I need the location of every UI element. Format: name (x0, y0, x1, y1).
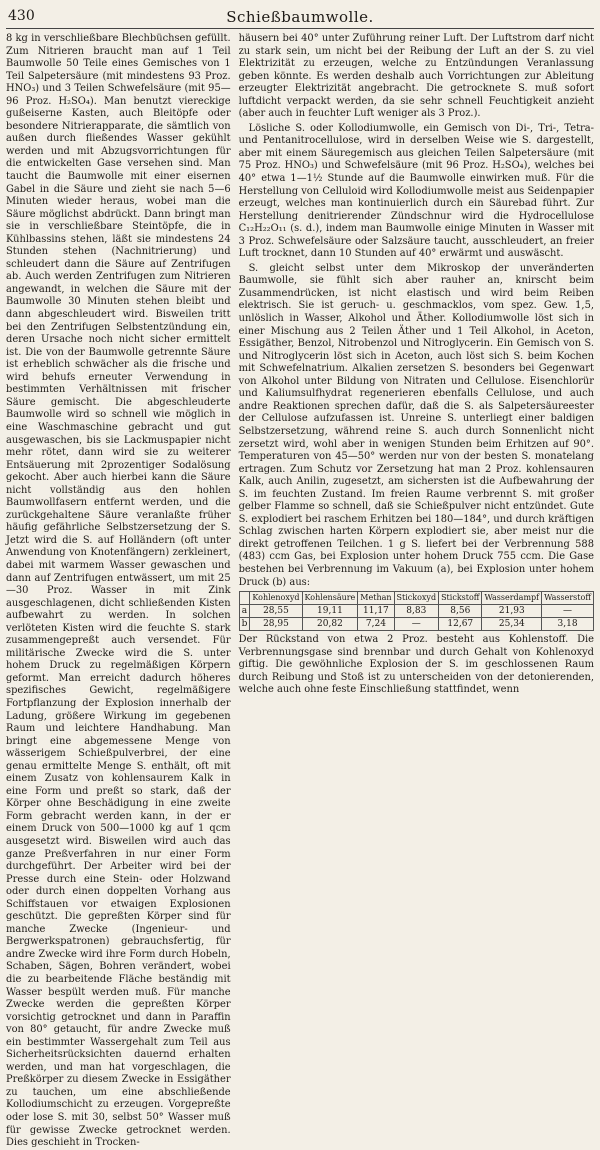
table-cell: 11,17 (358, 605, 394, 618)
paragraph: S. gleicht selbst unter dem Mikroskop der unveränderten Baumwolle, sie fühlt sich aber rauher an, knirscht beim Zusammendrücken, ist nicht elastisch und wird beim Reiben elektrisch. Sie ist geruch- u. geschmacklos, vom spez. Gew. 1,5, unlöslich in Wasser, Alkohol und Äther. Kollodiumwolle löst sich in einer Mischung aus 2 Teilen Äther und 1 Teil Alkohol, in Aceton, Essigäther, Benzol, Nitrobenzol und Nitroglycerin. Ein Gemisch von S. und Nitroglycerin löst sich in Aceton, auch löst sich S. beim Kochen mit Schwefelnatrium. Alkalien zersetzen S. besonders bei Gegenwart von Alkohol unter Bildung von Nitraten und Cellulose. Eisenchlorür und Kaliumsulfhydrat regenerieren ebenfalls Cellulose, und auch andre Reaktionen sprechen dafür, daß die S. als Salpetersäureester der Cellulose aufzufassen ist. Unreine S. unterliegt einer baldigen Selbstzersetzung, während reine S. auch durch Sonnenlicht nicht zersetzt wird, wohl aber in wenigen Stunden beim Erhitzen auf 90°. Temperaturen von 45—50° werden nur von der besten S. monatelang ertragen. Zum Schutz vor Zersetzung hat man 2 Proz. kohlensauren Kalk, auch Anilin, zugesetzt, am sichersten ist die Aufbewahrung der S. im feuchten Zustand. Im freien Raume verbrennt S. mit großer gelber Flamme so schnell, daß sie Schießpulver nicht entzündet. Gute S. explodiert bei raschem Erhitzen bei 180—184°, und durch kräftigen Schlag zwischen harten Körpern explodiert sie, aber meist nur die direkt getroffenen Teilchen. 1 g S. liefert bei der Verbrennung 588 (483) ccm Gas, bei Explosion unter hohem Druck 755 ccm. Die Gase bestehen bei Verbrennung im Vakuum (a), bei Explosion unter hohem Druck (b) aus: (238, 262, 594, 588)
table-cell: 19,11 (302, 605, 358, 618)
gas-composition-table (239, 591, 594, 631)
table-header-cell (239, 592, 250, 605)
table-cell: a (239, 605, 250, 618)
table-header-cell: Kohlenoxyd (250, 592, 302, 605)
page-header (6, 6, 594, 29)
table-cell: 8,83 (394, 605, 439, 618)
table-header-cell: Wasserstoff (542, 592, 594, 605)
left-column (6, 33, 231, 1149)
table-header-cell: Wasserdampf (482, 592, 542, 605)
table-cell: 7,24 (358, 618, 394, 631)
table-header-cell: Stickstoff (439, 592, 482, 605)
table-row (239, 605, 593, 618)
table-cell: 20,82 (302, 618, 358, 631)
table-header-cell: Methan (358, 592, 394, 605)
running-title: Schießbaumwolle. (226, 8, 374, 26)
table-cell: 21,93 (482, 605, 542, 618)
paragraph: Der Rückstand von etwa 2 Proz. besteht aus Kohlenstoff. Die Verbrennungsgase sind brennbar und durch Gehalt von Kohlenoxyd giftig. Die gewöhnliche Explosion der S. im geschlossenen Raum durch Reibung und Stoß ist zu unterscheiden von der detonierenden, welche auch ohne feste Einschließung stattfindet, wenn (238, 634, 594, 696)
table-cell: 28,95 (250, 618, 302, 631)
page-number: 430 (8, 8, 35, 24)
table-cell: — (542, 605, 594, 618)
table-cell: 28,55 (250, 605, 302, 618)
table-row (239, 618, 593, 631)
table-cell: — (394, 618, 439, 631)
table-cell: 12,67 (439, 618, 482, 631)
table-header-cell: Stickoxyd (394, 592, 439, 605)
paragraph: Lösliche S. oder Kollodiumwolle, ein Gemisch von Di-, Tri-, Tetra- und Pentanitrocellulose, wird in derselben Weise wie S. dargestellt, aber mit einem Säuregemisch aus gleichen Teilen Salpetersäure (mit 75 Proz. HNO₃) und Schwefelsäure (mit 96 Proz. H₂SO₄), welches bei 40° etwa 1—1½ Stunde auf die Baumwolle einwirken muß. Für die Herstellung von Celluloid wird Kollodiumwolle meist aus Seidenpapier erzeugt, welches man kontinuierlich durch ein Säurebad führt. Zur Herstellung denitrierender Zündschnur wird die Hydrocellulose C₁₂H₂₂O₁₁ (s. d.), indem man Baumwolle einige Minuten in Wasser mit 3 Proz. Schwefelsäure oder Salzsäure taucht, ausschleudert, an freier Luft trocknet, dann 10 Stunden auf 40° erwärmt und auswäscht. (238, 122, 594, 260)
text-columns (6, 33, 594, 1149)
table-cell: b (239, 618, 250, 631)
right-column (239, 33, 594, 983)
table-header-cell: Kohlensäure (302, 592, 358, 605)
table-cell: 3,18 (542, 618, 594, 631)
table-cell: 25,34 (482, 618, 542, 631)
table-cell: 8,56 (439, 605, 482, 618)
paragraph: häusern bei 40° unter Zuführung reiner Luft. Der Luftstrom darf nicht zu stark sein, um nicht bei der Reibung der Luft an der S. zu viel Elektrizität zu erzeugen, welche zu Entzündungen Veranlassung geben könnte. Es werden deshalb auch Vorrichtungen zur Ableitung erzeugter Elektrizität angebracht. Die getrocknete S. muß sofort luftdicht verpackt werden, da sie sehr schnell Feuchtigkeit anzieht (aber auch in feuchter Luft weniger als 3 Proz.). (238, 33, 594, 120)
paragraph: 8 kg in verschließbare Blechbüchsen gefüllt. Zum Nitrieren braucht man auf 1 Teil Baumwolle 50 Teile eines Gemisches von 1 Teil Salpetersäure (mit mindestens 93 Proz. HNO₃) und 3 Teilen Schwefelsäure (mit 95—96 Proz. H₂SO₄). Man benutzt viereckige gußeiserne Kasten, auch Bleitöpfe oder besondere Nitrierapparate, die sämtlich von außen durch fließendes Wasser gekühlt werden und mit Abzugsvorrichtungen für die entwickelten Gase versehen sind. Man taucht die Baumwolle mit einer eisernen Gabel in die Säure und zieht sie nach 5—6 Minuten wieder heraus, wobei man die Säure möglichst abdrückt. Dann bringt man sie in verschließbare Steintöpfe, die in Kühlbassins stehen, läßt sie mindestens 24 Stunden stehen (Nachnitrierung) und schleudert dann die Säure auf Zentrifugen ab. Auch werden Zentrifugen zum Nitrieren angewandt, in welchen die Säure mit der Baumwolle 30 Minuten stehen bleibt und dann abgeschleudert wird. Bisweilen tritt bei den Zentrifugen Selbstentzündung ein, deren Ursache noch nicht sicher ermittelt ist. Die von der Baumwolle getrennte Säure ist erheblich schwächer als die frische und wird behufs erneuter Verwendung in bestimmten Verhältnissen mit frischer Säure gemischt. Die abgeschleuderte Baumwolle wird so schnell wie möglich in eine Waschmaschine gebracht und gut ausgewaschen, bis sie Lackmuspapier nicht mehr rötet, dann wird sie zu weiterer Entsäuerung mit 2prozentiger Sodalösung gekocht. Aber auch hierbei kann die Säure nicht vollständig aus den hohlen Baumwollfasern entfernt werden, und die zurückgehaltene Säure veranlaßte früher häufig gefährliche Selbstzersetzung der S. Jetzt wird die S. auf Holländern (oft unter Anwendung von Knotenfängern) zerkleinert, dabei mit warmem Wasser gewaschen und dann auf Zentrifugen entwässert, um mit 25—30 Proz. Wasser in mit Zink ausgeschlagenen, dicht schließenden Kisten aufbewahrt zu werden. In solchen verlöteten Kisten wird die feuchte S. stark zusammengepreßt auch versendet. Für militärische Zwecke wird die S. unter hohem Druck zu regelmäßigen Körpern geformt. Man erreicht dadurch höheres spezifisches Gewicht, regelmäßigere Fortpflanzung der Explosion innerhalb der Ladung, größere Wirkung im gegebenen Raum und leichtere Handhabung. Man bringt eine abgemessene Menge von wässerigem Schießpulverbrei, der eine genau ermittelte Menge S. enthält, oft mit einem Zusatz von kohlensaurem Kalk in eine Form und preßt so stark, daß der Körper ohne Beschädigung in eine zweite Form gebracht werden kann, in der er einem Druck von 500—1000 kg auf 1 qcm ausgesetzt wird. Bisweilen wird auch das ganze Preßverfahren in nur einer Form durchgeführt. Der Arbeiter wird bei der Presse durch eine Stein- oder Holzwand oder durch einen doppelten Vorhang aus Schiffstauen vor etwaigen Explosionen geschützt. Die gepreßten Körper sind für manche Zwecke (Ingenieur- und Bergwerkspatronen) gebrauchsfertig, für andre Zwecke wird ihre Form durch Hobeln, Schaben, Sägen, Bohren verändert, wobei die zu bearbeitende Fläche beständig mit Wasser bespült werden muß. Für manche Zwecke werden die gepreßten Körper vorsichtig getrocknet und dann in Paraffin von 80° getaucht, für andre Zwecke muß ein bestimmter Wassergehalt zum Teil aus Sicherheitsrücksichten dauernd erhalten werden, und man hat vorgeschlagen, die Preßkörper zu diesem Zwecke in Essigäther zu tauchen, um eine abschließende Kollodiumschicht zu erzeugen. Vorgepreßte oder lose S. mit 30, selbst 50° Wasser muß für gewisse Zwecke getrocknet werden. Dies geschieht in Trocken- (6, 33, 231, 1149)
table-header-row (239, 592, 593, 605)
